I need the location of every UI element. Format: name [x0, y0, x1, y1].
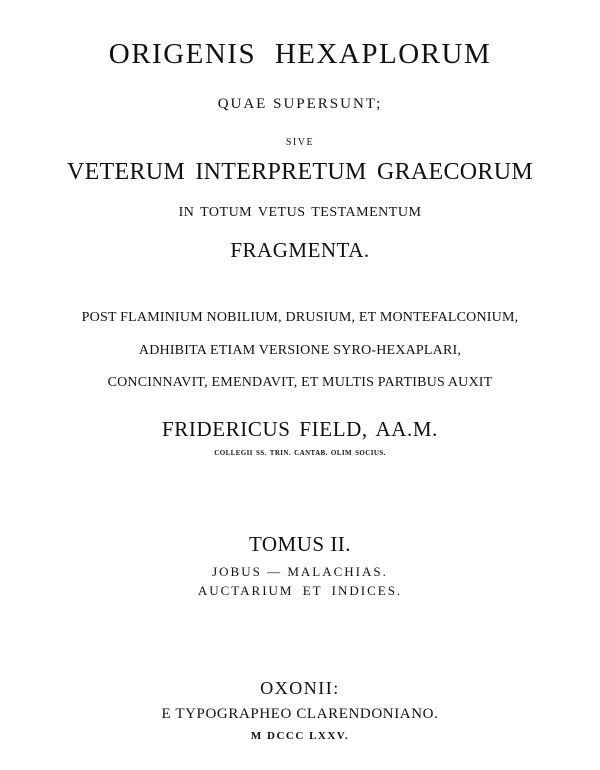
- volume-appendix: AUCTARIUM ET INDICES.: [197, 583, 403, 598]
- fragmenta-heading: FRAGMENTA.: [230, 238, 370, 262]
- main-title: ORIGENIS HEXAPLORUM: [108, 38, 492, 70]
- author-name: FRIDERICUS FIELD, AA.M.: [162, 417, 438, 441]
- conjunction-sive: SIVE: [285, 137, 315, 148]
- subtitle: QUAE SUPERSUNT;: [217, 96, 383, 112]
- imprint-printer: E TYPOGRAPHEO CLARENDONIANO.: [161, 706, 439, 722]
- editorial-line-3: CONCINNAVIT, EMENDAVIT, ET MULTIS PARTIBUS AUXIT: [107, 375, 493, 390]
- author-affiliation: COLLEGII SS. TRIN. CANTAB. OLIM SOCIUS.: [214, 449, 386, 457]
- imprint-year: M DCCC LXXV.: [250, 730, 350, 742]
- imprint-place: OXONII:: [260, 678, 340, 698]
- volume-number: TOMUS II.: [248, 532, 352, 556]
- scope-line: IN TOTUM VETUS TESTAMENTUM: [178, 205, 422, 220]
- alternate-title: VETERUM INTERPRETUM GRAECORUM: [66, 159, 534, 185]
- volume-contents: JOBUS — MALACHIAS.: [212, 564, 388, 579]
- editorial-line-1: POST FLAMINIUM NOBILIUM, DRUSIUM, ET MONTEFALCONIUM,: [81, 310, 519, 325]
- editorial-line-2: ADHIBITA ETIAM VERSIONE SYRO-HEXAPLARI,: [138, 343, 462, 358]
